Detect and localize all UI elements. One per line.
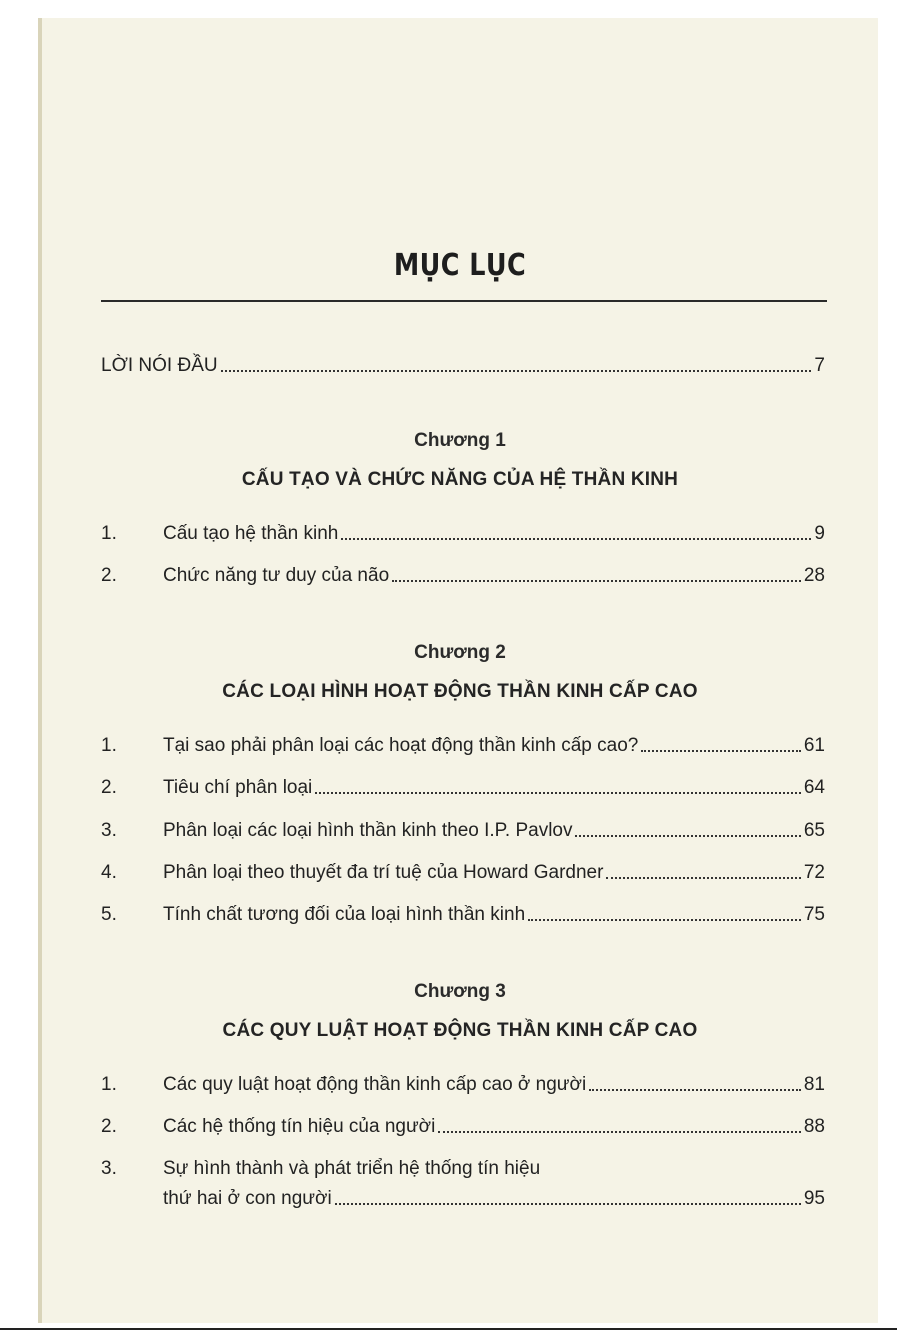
scan-edge-line [0, 1328, 897, 1330]
toc-entry-text: Tính chất tương đối của loại hình thần kinh [163, 904, 526, 925]
toc-entry[interactable] [101, 565, 825, 587]
toc-entry-page: 9 [814, 523, 825, 544]
toc-entry-page: 95 [803, 1188, 825, 1209]
toc-entry-number: 2. [101, 777, 117, 798]
toc-entry[interactable] [101, 523, 825, 545]
chapter-title: CÁC QUY LUẬT HOẠT ĐỘNG THẦN KINH CẤP CAO [222, 1020, 698, 1041]
leader-dots [528, 918, 801, 921]
toc-entry-page: 75 [803, 904, 825, 925]
chapter-title: CẤU TẠO VÀ CHỨC NĂNG CỦA HỆ THẦN KINH [241, 469, 679, 490]
toc-entry-text: Tại sao phải phân loại các hoạt động thần kinh cấp cao? [163, 735, 639, 756]
toc-entry-page: 61 [803, 735, 825, 756]
toc-entry-number: 2. [101, 565, 117, 586]
toc-entry-text: Tiêu chí phân loại [163, 777, 313, 798]
toc-entry-page: 88 [803, 1116, 825, 1137]
toc-entry-text: Các hệ thống tín hiệu của người [163, 1116, 436, 1137]
toc-entry-text: Phân loại các loại hình thần kinh theo I.P. Pavlov [163, 820, 573, 841]
leader-dots [606, 876, 800, 879]
toc-entry-text: Sự hình thành và phát triển hệ thống tín hiệu [163, 1158, 541, 1179]
leader-dots [341, 537, 811, 540]
toc-entry-page: 81 [803, 1074, 825, 1095]
toc-entry[interactable] [101, 862, 825, 884]
leader-dots [335, 1202, 801, 1205]
toc-entry-page: 28 [803, 565, 825, 586]
chapter-label: Chương 2 [414, 642, 506, 663]
toc-entry[interactable] [101, 820, 825, 842]
title-divider [101, 300, 827, 302]
toc-entry-text: LỜI NÓI ĐẦU [101, 355, 218, 376]
leader-dots [221, 369, 812, 372]
toc-entry-text: thứ hai ở con người [163, 1188, 332, 1209]
toc-entry-text: Chức năng tư duy của não [163, 565, 390, 586]
leader-dots [438, 1130, 801, 1133]
book-page [38, 18, 878, 1323]
toc-entry[interactable] [101, 1158, 825, 1180]
toc-entry-preface[interactable] [101, 355, 825, 377]
toc-entry-number: 1. [101, 1074, 117, 1095]
leader-dots [589, 1088, 801, 1091]
toc-entry-number: 1. [101, 523, 117, 544]
toc-entry-number: 2. [101, 1116, 117, 1137]
toc-entry-number: 1. [101, 735, 117, 756]
toc-entry[interactable] [101, 1116, 825, 1138]
toc-entry-number: 4. [101, 862, 117, 883]
leader-dots [575, 834, 800, 837]
toc-entry[interactable] [101, 777, 825, 799]
chapter-title: CÁC LOẠI HÌNH HOẠT ĐỘNG THẦN KINH CẤP CAO [222, 681, 698, 702]
toc-entry-number: 5. [101, 904, 117, 925]
toc-entry-number: 3. [101, 1158, 117, 1179]
toc-entry-page: 65 [803, 820, 825, 841]
chapter-label: Chương 1 [414, 430, 506, 451]
toc-entry-page: 64 [803, 777, 825, 798]
toc-entry-text: Các quy luật hoạt động thần kinh cấp cao ở người [163, 1074, 587, 1095]
toc-entry-page: 72 [803, 862, 825, 883]
toc-entry-text: Cấu tạo hệ thần kinh [163, 523, 339, 544]
chapter-label: Chương 3 [414, 981, 506, 1002]
toc-entry-page: 7 [814, 355, 825, 376]
toc-entry-text: Phân loại theo thuyết đa trí tuệ của Howard Gardner [163, 862, 604, 883]
toc-entry[interactable] [101, 735, 825, 757]
leader-dots [392, 579, 801, 582]
toc-entry[interactable] [101, 1074, 825, 1096]
leader-dots [641, 749, 801, 752]
toc-entry-continuation[interactable] [163, 1188, 825, 1210]
toc-entry[interactable] [101, 904, 825, 926]
leader-dots [315, 791, 801, 794]
toc-entry-number: 3. [101, 820, 117, 841]
page-title: MỤC LỤC [393, 248, 527, 283]
